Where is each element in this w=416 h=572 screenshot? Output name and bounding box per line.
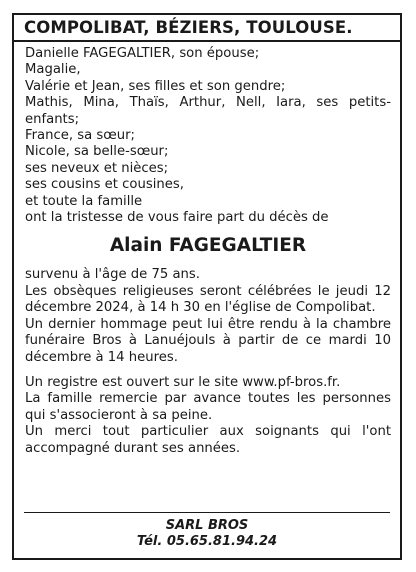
relative-line-sister-in-law: Nicole, sa belle-sœur; [25, 144, 169, 160]
family-line-daughter: Magalie, [25, 62, 81, 78]
notice-header [14, 15, 400, 42]
paragraph-gap [25, 366, 391, 375]
family-line-daughter-son-in-law: Valérie et Jean, ses filles et son gendre; [25, 78, 286, 94]
age-text: survenu à l'âge de 75 ans. [25, 267, 200, 283]
funeral-text: Les obsèques religieuses seront célébrées le jeudi 12 décembre 2024, à 14 h 30 en l'église de Compolibat. [25, 283, 391, 316]
family-line-wife: Danielle FAGEGALTIER, son épouse; [25, 46, 260, 61]
announcement-line: ont la tristesse de vous faire part du décès de [25, 210, 329, 226]
tribute-text: Un dernier hommage peut lui être rendu à la chambre funéraire Bros à Lanuéjouls à partir de ce mardi 10 décembre à 14 heures. [25, 316, 391, 365]
funeral-company-phone: Tél. 05.65.81.94.24 [136, 534, 278, 549]
register-text: Un registre est ouvert sur le site www.pf-bros.fr. [25, 374, 341, 390]
relative-line-cousins: ses cousins et cousines, [25, 177, 184, 193]
relative-line-nephews: ses neveux et nièces; [25, 160, 169, 176]
deceased-name: Alain FAGEGALTIER [109, 235, 307, 257]
header-title: COMPOLIBAT, BÉZIERS, TOULOUSE. [24, 18, 353, 37]
obituary-notice [12, 13, 402, 560]
notice-footer [14, 518, 400, 550]
thanks-text: La famille remercie par avance toutes les personnes qui s'associeront à sa peine. [25, 391, 391, 423]
footer-divider [24, 512, 390, 513]
notice-body [25, 46, 391, 457]
relative-line-sister: France, sa sœur; [25, 128, 135, 144]
relative-line-family: et toute la famille [25, 193, 143, 209]
funeral-company: SARL BROS [165, 518, 249, 533]
caregivers-text: Un merci tout particulier aux soignants qui l'ont accompagné durant ses années. [25, 424, 391, 456]
grandchildren-line: Mathis, Mina, Thaïs, Arthur, Nell, Iara, ses petits-enfants; [25, 95, 391, 127]
